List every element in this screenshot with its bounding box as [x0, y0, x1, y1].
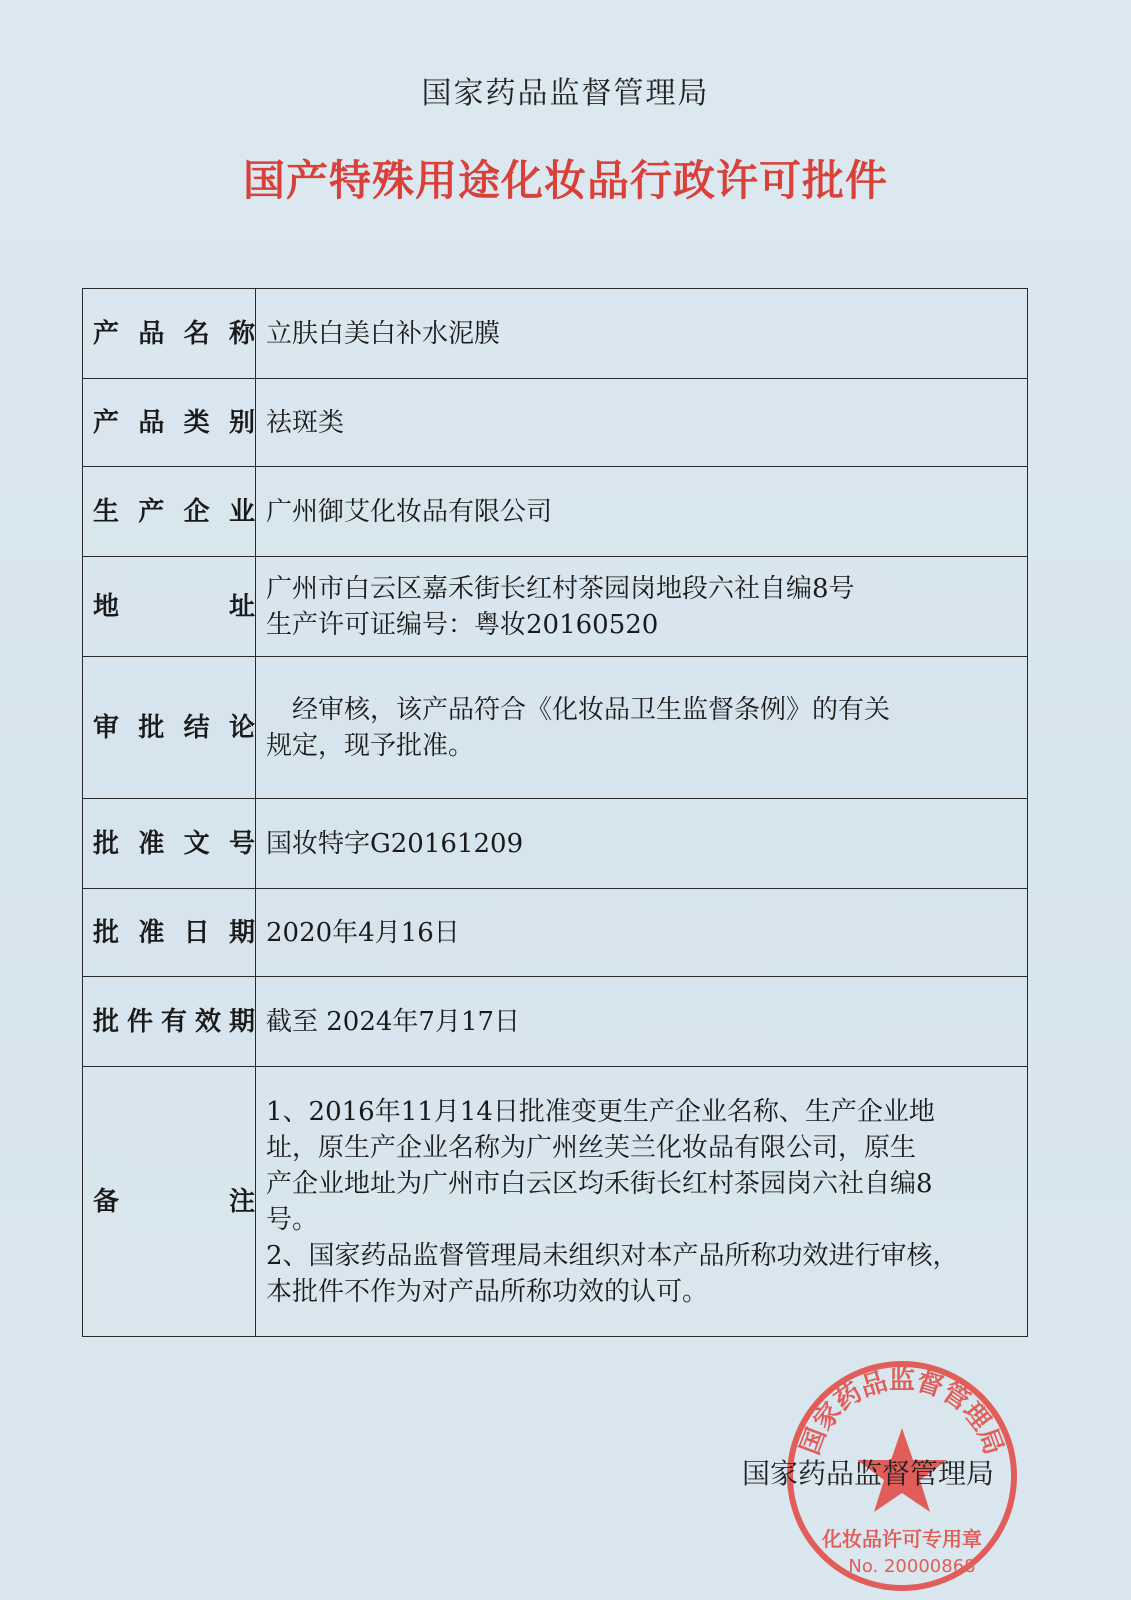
value-line: 2020年4月16日 [266, 917, 460, 948]
value-line: 2、国家药品监督管理局未组织对本产品所称功效进行审核， [266, 1240, 959, 1271]
value-line: 本批件不作为对产品所称功效的认可。 [266, 1276, 709, 1307]
value-line: 规定，现予批准。 [266, 730, 475, 761]
label-text: 产 品 类 别 [93, 407, 255, 438]
label-manufacturer [83, 467, 256, 557]
value-line: 国妆特字G20161209 [266, 828, 524, 859]
row-address [83, 557, 1028, 657]
row-approval-date [83, 889, 1028, 977]
row-manufacturer [83, 467, 1028, 557]
row-approval-conclusion [83, 657, 1028, 799]
label-text: 备 注 [93, 1186, 255, 1217]
value-manufacturer [256, 467, 1028, 557]
value-remarks [256, 1067, 1028, 1337]
label-text: 审 批 结 论 [93, 712, 255, 743]
value-line: 号。 [266, 1204, 319, 1235]
value-address [256, 557, 1028, 657]
label-remarks [83, 1067, 256, 1337]
seal-arc-text: 国家药品监督管理局 [795, 1365, 1009, 1459]
label-text: 产 品 名 称 [93, 318, 255, 349]
label-text: 批 件 有 效 期 [93, 1006, 255, 1037]
label-address [83, 557, 256, 657]
value-line: 生产许可证编号：粤妆20160520 [266, 609, 659, 640]
label-validity [83, 977, 256, 1067]
document-title: 国产特殊用途化妆品行政许可批件 [242, 156, 888, 205]
label-approval-number [83, 799, 256, 889]
value-line: 经审核，该产品符合《化妆品卫生监督条例》的有关 [292, 694, 891, 725]
label-text: 生 产 企 业 [93, 496, 255, 527]
value-line: 址，原生产企业名称为广州丝芙兰化妆品有限公司，原生 [266, 1132, 917, 1163]
value-product-category [256, 379, 1028, 467]
row-remarks [83, 1067, 1028, 1337]
value-approval-number [256, 799, 1028, 889]
value-line: 1、2016年11月14日批准变更生产企业名称、生产企业地 [266, 1096, 935, 1127]
value-line: 广州御艾化妆品有限公司 [266, 496, 553, 527]
issuer-signature: 国家药品监督管理局 [742, 1457, 995, 1490]
seal-bottom-text: 化妆品许可专用章 [822, 1527, 982, 1551]
label-approval-conclusion [83, 657, 256, 799]
label-text: 地 址 [93, 591, 255, 622]
label-approval-date [83, 889, 256, 977]
label-text: 批 准 文 号 [93, 828, 255, 859]
label-text: 批 准 日 期 [93, 917, 255, 948]
row-product-name [83, 289, 1028, 379]
value-line: 截至 2024年7月17日 [266, 1006, 521, 1037]
issuer-heading: 国家药品监督管理局 [421, 76, 710, 111]
value-line: 产企业地址为广州市白云区均禾街长红村茶园岗六社自编8 [266, 1168, 933, 1199]
value-line: 广州市白云区嘉禾街长红村茶园岗地段六社自编8号 [266, 573, 855, 604]
value-approval-date [256, 889, 1028, 977]
value-validity [256, 977, 1028, 1067]
value-approval-conclusion [256, 657, 1028, 799]
label-product-name [83, 289, 256, 379]
permit-table [82, 288, 1028, 1337]
label-product-category [83, 379, 256, 467]
row-product-category [83, 379, 1028, 467]
seal-number: No. 20000868 [848, 1556, 976, 1577]
value-product-name [256, 289, 1028, 379]
row-approval-number [83, 799, 1028, 889]
value-line: 立肤白美白补水泥膜 [266, 318, 501, 349]
value-line: 祛斑类 [266, 407, 345, 438]
row-validity [83, 977, 1028, 1067]
